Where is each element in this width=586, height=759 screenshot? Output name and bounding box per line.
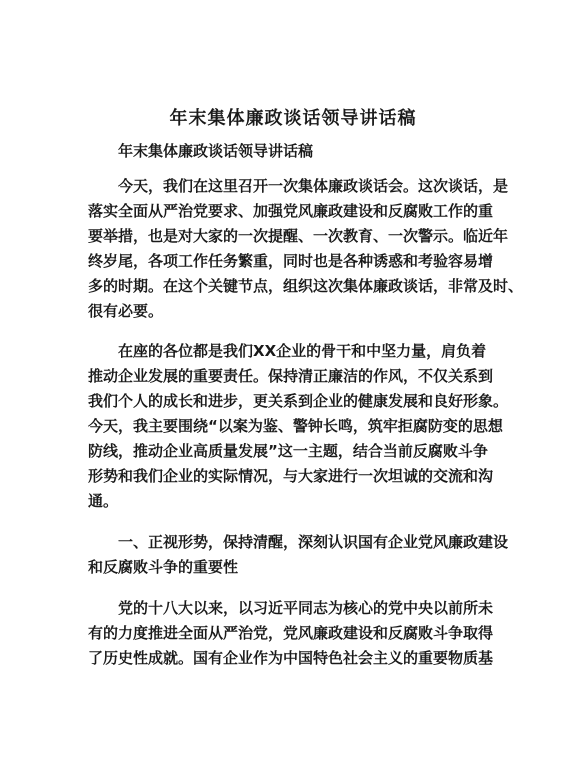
text-line: 了历史性成就。国有企业作为中国特色社会主义的重要物质基 [88, 649, 494, 667]
text-line: 推动企业发展的重要责任。保持清正廉洁的作风，不仅关系到 [88, 367, 494, 385]
paragraph-2 [88, 339, 518, 514]
text-line: 形势和我们企业的实际情况，与大家进行一次坦诚的交流和沟 [88, 467, 494, 485]
text-line: 在座的各位都是我们XX企业的骨干和中坚力量，肩负着 [118, 342, 487, 360]
text-line: 多的时期。在这个关键节点，组织这次集体廉政谈话，非常及时、 [88, 277, 524, 295]
document-title: 年末集体廉政谈话领导讲话稿 [169, 108, 417, 129]
text-line: 党的十八大以来，以习近平同志为核心的党中央以前所未 [118, 599, 494, 617]
document-subtitle: 年末集体廉政谈话领导讲话稿 [118, 142, 314, 160]
text-line: 一、正视形势，保持清醒，深刻认识国有企业党风廉政建设 [118, 533, 509, 551]
text-line: 很有必要。 [88, 302, 164, 320]
paragraph-1 [88, 174, 524, 324]
text-line: 我们个人的成长和进步，更关系到企业的健康发展和良好形象。 [88, 392, 509, 410]
paragraph-3 [88, 596, 518, 671]
text-line: 和反腐败斗争的重要性 [88, 558, 239, 576]
text-line: 要举措，也是对大家的一次提醒、一次教育、一次警示。临近年 [88, 227, 509, 245]
text-line: 终岁尾，各项工作任务繁重，同时也是各种诱惑和考验容易增 [88, 252, 494, 270]
text-line: 今天，我们在这里召开一次集体廉政谈话会。这次谈话，是 [118, 177, 509, 195]
text-line: 今天，我主要围绕“以案为鉴、警钟长鸣，筑牢拒腐防变的思想 [88, 417, 503, 435]
text-line: 落实全面从严治党要求、加强党风廉政建设和反腐败工作的重 [88, 202, 494, 220]
text-line: 通。 [88, 492, 119, 510]
section-heading-1 [88, 530, 518, 580]
text-line: 有的力度推进全面从严治党，党风廉政建设和反腐败斗争取得 [88, 624, 494, 642]
text-line: 防线，推动企业高质量发展”这一主题，结合当前反腐败斗争 [88, 442, 488, 460]
